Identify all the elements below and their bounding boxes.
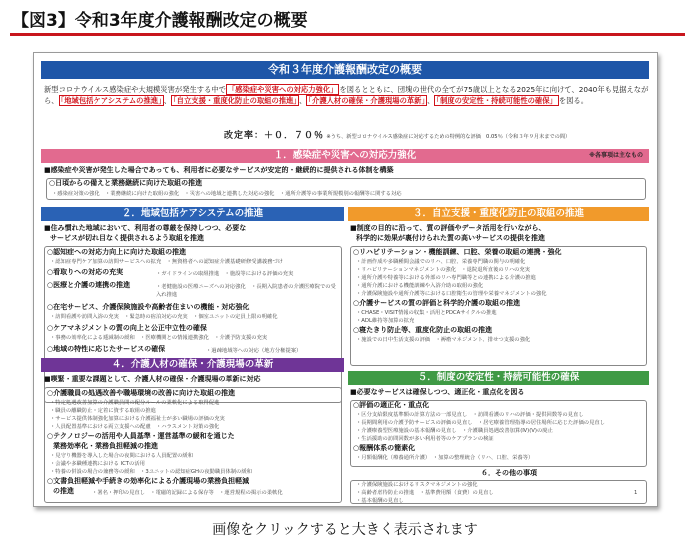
section4-detail3: ・署名・押印の見直し ・電磁的記録による保存等 ・運営規程の掲示の柔軟化: [92, 490, 283, 496]
revision-rate: [224, 128, 644, 141]
section3-detail1b: ・リハビリテーションマネジメントの強化 ・退院退所直後のリハの充実: [356, 267, 531, 273]
section4-item3b: の推進: [53, 487, 74, 495]
section4-lead: ■喫緊・重要な課題として、介護人材の確保・介護現場の革新に対応: [44, 375, 261, 383]
intro-p5: 、: [427, 96, 435, 105]
section2-lead1: ■住み慣れた地域において、利用者の尊厳を保持しつつ、必要な: [44, 224, 247, 232]
section2-lead2: サービスが切れ目なく提供されるよう取組を推進: [50, 234, 204, 242]
title-rule: [10, 33, 685, 36]
section5-detail1d: ・生活援助の訪問回数が多い利用者等のケアプランの検証: [356, 436, 494, 442]
section6-detail2: ・高齢者虐待防止の推進 ・基準費用額（食費）の見直し: [356, 490, 494, 496]
section3-lead2: 科学的に効果が裏付けられた質の高いサービスの提供を推進: [356, 234, 545, 242]
document-image[interactable]: [33, 52, 658, 507]
page-title: 【図3】令和3年度介護報酬改定の概要: [12, 11, 308, 31]
section6-detail1: ・介護保険施設におけるリスクマネジメントの強化: [356, 482, 478, 488]
click-to-enlarge-caption: 画像をクリックすると大きく表示されます: [212, 522, 478, 538]
section4-title: ４．介護人材の確保・介護現場の革新: [111, 359, 274, 370]
section5-title: ５．制度の安定性・持続可能性の確保: [417, 372, 580, 383]
section5-detail1a: ・区分支給限度基準額の計算方法の一部見直し ・訪問看護のリハの評価・提供回数等の見直し: [356, 412, 584, 418]
section5-band: [348, 371, 649, 385]
intro-p6: を図る。: [558, 96, 589, 105]
section3-detail1c: ・通所介護や特養等における外部のリハ専門職等との連携による介護の推進: [356, 275, 536, 281]
intro-p4: 、: [299, 96, 307, 105]
section1-item: ○日頃からの備えと業務継続に向けた取組の推進: [49, 179, 203, 187]
section4-detail1a: ・特定処遇改善加算の介護職員間の配分ルールの柔軟化による取得促進: [50, 400, 220, 406]
intro-highlight-workforce: 「介護人材の確保・介護現場の革新」: [308, 96, 426, 105]
section3-title: ３．自立支援・重度化防止の取組の推進: [412, 208, 584, 219]
section1-band: [41, 149, 649, 163]
section3-detail1d: ・通所介護における機能訓練や入浴介助の取組の強化: [356, 283, 484, 289]
section4-detail2b: ・会議や多職種連携における ICTの活用: [50, 461, 145, 467]
intro-highlight-community: 「地域包括ケアシステムの推進」: [60, 96, 162, 105]
intro-p3: 、: [163, 96, 172, 105]
section3-item3: ○寝たきり防止等、重度化防止の取組の推進: [353, 326, 493, 334]
section2-band: [41, 207, 344, 221]
section4-detail1c: ・サービス提供体制強化加算における介護福祉士が多い職場の評価の充実: [50, 416, 225, 422]
section6-heading: ６．その他の事項: [481, 469, 537, 477]
intro-highlight-independence: 「自立支援・重度化防止の取組の推進」: [173, 96, 298, 105]
intro-highlight-infection: 「感染症や災害への対応力強化」: [227, 85, 338, 94]
section2-detail3: ・老健施設の医療ニーズへの対応強化 ・長期入院患者の介護医療院での受入れ推進: [156, 284, 336, 298]
section2-detail2: ・ガイドラインの取組推進 ・施設等における評価の充実: [156, 271, 294, 277]
section4-detail2a: ・見守り機器を導入した場合の夜間における人員配置の緩和: [50, 453, 194, 459]
section3-detail2a: ・CHASE・VISIT情報の収集・活用とPDCAサイクルの推進: [356, 310, 497, 316]
section2-item6: ○地域の特性に応じたサービスの確保: [47, 345, 166, 353]
section3-detail2b: ・ADL維持等加算の拡充: [356, 318, 415, 324]
section4-detail1d: ・人員配置基準における両立支援への配慮 ・ハラスメント対策の強化: [50, 424, 220, 430]
section3-band: [348, 207, 649, 221]
section4-item1: ○介護職員の処遇改善や職場環境の改善に向けた取組の推進: [47, 389, 236, 397]
section2-item5: ○ケアマネジメントの質の向上と公正中立性の確保: [47, 324, 207, 332]
page-number: 1: [634, 490, 638, 496]
section2-detail5: ・事務の効率化による逓減制の緩和 ・医療機関との情報連携強化 ・介護予防支援の充実: [50, 335, 268, 341]
section2-detail6: ・過疎地域等への対応（地方分権提案）: [206, 348, 302, 354]
section3-item2: ○介護サービスの質の評価と科学的介護の取組の推進: [353, 299, 521, 307]
section2-item3: ○医療と介護の連携の推進: [47, 281, 131, 289]
intro-highlight-sustainability: 「制度の安定性・持続可能性の確保」: [436, 96, 557, 105]
section5-detail1c: ・介護療養型医療施設の基本報酬の見直し ・介護職員処遇改善加算(Ⅳ)(Ⅴ)の廃止: [356, 428, 553, 434]
section2-item2: ○看取りへの対応の充実: [47, 268, 124, 276]
section1-detail: ・感染症対策の強化 ・業務継続に向けた取組の強化 ・災害への地域と連携した対応の強化 ・通所介護等の事業所規模別の報酬等に関する対応: [52, 191, 402, 197]
section2-item1: ○認知症への対応力向上に向けた取組の推進: [47, 248, 187, 256]
section3-item1: ○リハビリテーション・機能訓練、口腔、栄養の取組の連携・強化: [353, 248, 562, 256]
section6-detail3: ・基本報酬の見直し: [356, 498, 404, 504]
section1-note: ※各事項は主なもの: [589, 152, 643, 159]
doc-header: 令和３年度介護報酬改定の概要: [41, 61, 649, 79]
section2-detail1: ・認知症専門ケア加算の訪問サービスへの拡充 ・無資格者への認知症介護基礎研修受講義務づけ: [50, 259, 284, 265]
section4-band: [41, 358, 344, 372]
section1-lead: ■感染症や災害が発生した場合であっても、利用者に必要なサービスが安定的・継続的に提供される体制を構築: [44, 166, 394, 174]
section4-detail2c: ・特養の併設の場合の兼務等の緩和 ・3ユニットの認知症GHの夜勤職員体制の緩和: [50, 469, 252, 475]
intro-p2: を図るとともに、団塊の世代の全てが75歳以上となる2025年に向けて、2040年も見据えながら、: [44, 85, 649, 105]
section3-detail1a: ・計画作成や多職種間会議でのリハ、口腔、栄養専門職の関与の明確化: [356, 259, 526, 265]
section5-detail2: ・月額報酬化（療養通所介護） ・加算の整理統合（リハ、口腔、栄養等）: [356, 455, 534, 461]
section5-detail1b: ・長期間利用の介護予防サービスの評価の見直し ・居宅療養管理指導の居住場所に応じた評価の見直し: [356, 420, 605, 426]
section3-detail1e: ・介護保険施設や通所介護等における口腔衛生の管理や栄養マネジメントの強化: [356, 291, 547, 297]
section4-detail1b: ・職員の離職防止・定着に資する取組の推進: [50, 408, 156, 414]
section4-item2b: 業務効率化・業務負担軽減の推進: [53, 442, 158, 450]
section2-item4: ○在宅サービス、介護保険施設や高齢者住まいの機能・対応強化: [47, 303, 250, 311]
section5-item1: ○評価の適正化・重点化: [353, 401, 430, 409]
section2-detail4: ・訪問看護や訪問入浴の充実 ・緊急時の宿泊対応の充実 ・個室ユニットの定員上限の明確化: [50, 314, 278, 320]
section4-item3a: ○文書負担軽減や手続きの効率化による介護現場の業務負担軽減: [47, 477, 250, 485]
section3-lead1: ■制度の目的に沿って、質の評価やデータ活用を行いながら、: [350, 224, 546, 232]
revision-rate-note: ※うち、新型コロナウイルス感染症に対応するための特例的な評価 0.05％（令和３年９月末までの間）: [326, 134, 571, 140]
section1-title: １．感染症や災害への対応力強化: [273, 150, 417, 161]
intro-text: [44, 84, 649, 106]
section5-lead: ■必要なサービスは確保しつつ、適正化・重点化を図る: [350, 388, 525, 396]
section3-detail3: ・施設での日中生活支援の評価 ・褥瘡マネジメント、排せつ支援の強化: [356, 337, 531, 343]
revision-rate-label: 改定率：＋０．７０％: [224, 131, 325, 141]
section4-item2a: ○テクノロジーの活用や人員基準・運営基準の緩和を通じた: [47, 432, 235, 440]
section2-title: ２．地域包括ケアシステムの推進: [121, 208, 264, 219]
intro-p1: 新型コロナウイルス感染症や大規模災害が発生する中で: [44, 85, 226, 94]
section5-item2: ○報酬体系の簡素化: [353, 444, 416, 452]
